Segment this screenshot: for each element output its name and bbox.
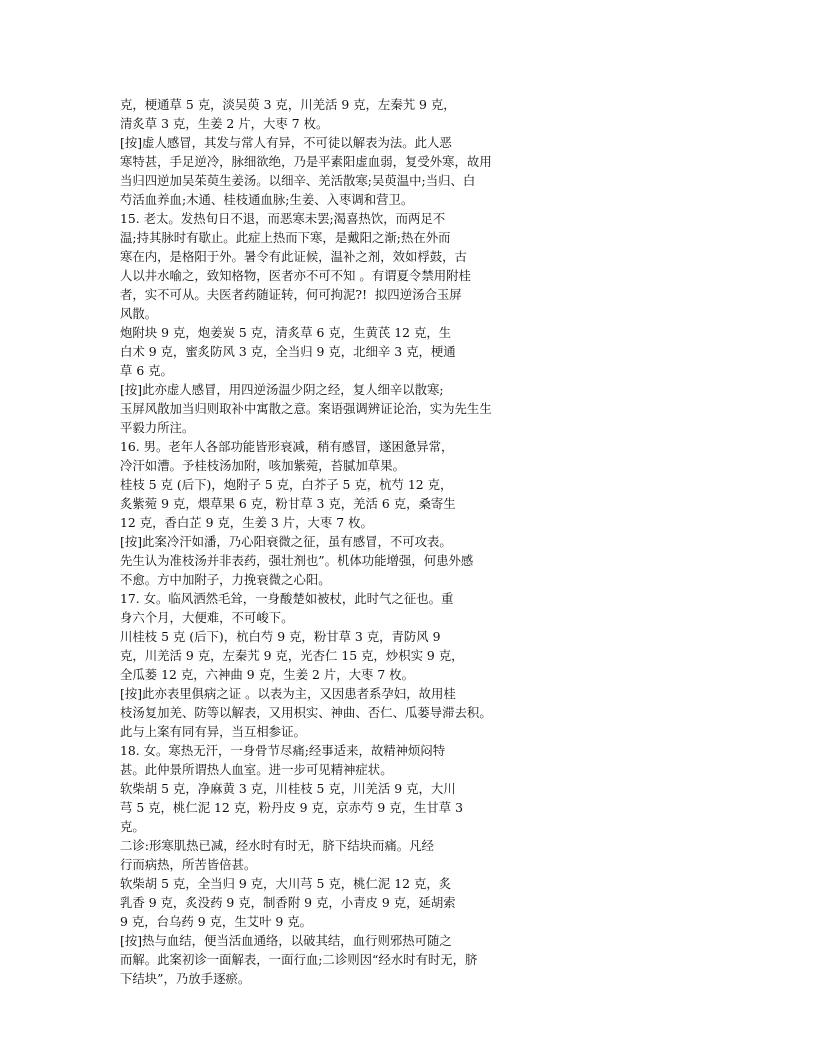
text-line: 寒特甚，手足逆冷，脉细欲绝，乃是平素阳虚血弱，复受外寒，故用 (120, 154, 492, 169)
text-line: 软柴胡 5 克，全当归 9 克，大川芎 5 克，桃仁泥 12 克，炙 (120, 876, 452, 891)
text-line: 全瓜蒌 12 克，六神曲 9 克，生姜 2 片，大枣 7 枚。 (120, 667, 414, 682)
document-page (120, 95, 760, 988)
text-line: 身六个月，大便难，不可峻下。 (120, 610, 294, 625)
text-line: 12 克，香白芷 9 克，生姜 3 片，大枣 7 枚。 (120, 515, 373, 530)
text-line: 克。 (120, 819, 145, 834)
text-line: 15. 老太。发热旬日不退，而恶寒未罢;渴喜热饮，而两足不 (120, 211, 446, 226)
text-line: 清炙草 3 克，生姜 2 片，大枣 7 枚。 (120, 116, 329, 131)
text-line: 温;持其脉时有歇止。此症上热而下寒，是戴阳之渐;热在外而 (120, 230, 451, 245)
text-line: 川桂枝 5 克 (后下)，杭白芍 9 克，粉甘草 3 克，青防风 9 (120, 629, 441, 644)
text-line: 二诊:形寒肌热已减，经水时有时无，脐下结块而痛。凡经 (120, 838, 434, 853)
text-line: [按]此亦虚人感冒，用四逆汤温少阴之经，复人细辛以散寒; (120, 382, 444, 397)
text-line: 克，川羌活 9 克，左秦艽 9 克，光杏仁 15 克，炒枳实 9 克， (120, 648, 464, 663)
text-line: 9 克，台乌药 9 克，生艾叶 9 克。 (120, 914, 313, 929)
text-line: [按]此亦表里俱病之证 。以表为主，又因患者系孕妇，故用桂 (120, 686, 456, 701)
text-line: 草 6 克。 (120, 363, 173, 378)
text-line: 甚。此仲景所谓热人血室。进一步可见精神症状。 (120, 762, 393, 777)
text-line: 不愈。方中加附子，力挽衰微之心阳。 (120, 572, 331, 587)
text-line: 冷汗如漕。予桂枝汤加附，咳加紫菀，苔腻加草果。 (120, 458, 405, 473)
text-line: 者，实不可从。夫医者药随证转，何可拘泥?! 拟四逆汤合玉屏 (120, 287, 462, 302)
text-line: 炮附块 9 克，炮姜炭 5 克，清炙草 6 克，生黄芪 12 克，生 (120, 325, 452, 340)
text-line: 人以井水喻之，致知格物，医者亦不可不知 。有谓夏令禁用附桂 (120, 268, 471, 283)
text-line: 16. 男。老年人各部功能皆形衰减，稍有感冒，遂困惫异常， (120, 439, 454, 454)
text-line: 此与上案有同有异，当互相参证。 (120, 724, 306, 739)
text-line: 乳香 9 克，炙没药 9 克，制香附 9 克，小青皮 9 克，延胡索 (120, 895, 456, 910)
text-line: 先生认为准枝汤并非表药，强壮剂也”。机体功能增强，何患外感 (120, 553, 474, 568)
text-line: 芎 5 克，桃仁泥 12 克，粉丹皮 9 克，京赤芍 9 克，生甘草 3 (120, 800, 463, 815)
text-line: 炙紫菀 9 克，煨草果 6 克，粉甘草 3 克，羌活 6 克，桑寄生 (120, 496, 456, 511)
text-line: 白术 9 克，蜜炙防风 3 克，全当归 9 克，北细辛 3 克，梗通 (120, 344, 456, 359)
text-line: 而解。此案初诊一面解表，一面行血;二诊则因“经水时有时无，脐 (120, 952, 478, 967)
text-line: 芍活血养血;木通、桂枝通血脉;生姜、入枣调和营卫。 (120, 192, 414, 207)
text-line: 桂枝 5 克 (后下)，炮附子 5 克，白芥子 5 克，杭芍 12 克， (120, 477, 453, 492)
text-line: 克，梗通草 5 克，淡吴萸 3 克，川羌活 9 克，左秦艽 9 克， (120, 97, 456, 112)
text-line: 寒在内，是格阳于外。暑令有此证候，温补之剂，效如桴鼓，古 (120, 249, 467, 264)
text-line: 下结块”，乃放手逐瘀。 (120, 971, 251, 986)
text-line: [按]此案冷汗如潘，乃心阳衰微之征，虽有感冒，不可攻表。 (120, 534, 452, 549)
text-line: 17. 女。临风洒然毛耸，一身酸楚如被杖，此时气之征也。重 (120, 591, 454, 606)
text-line: 玉屏风散加当归则取补中寓散之意。案语强调辨证论治，实为先生生 (120, 401, 492, 416)
text-line: 风散。 (120, 306, 158, 321)
text-line: 当归四逆加吴茱萸生姜汤。以细辛、羌活散寒;吴萸温中;当归、白 (120, 173, 476, 188)
text-line: [按]热与血结，便当活血通络，以破其结，血行则邪热可随之 (120, 933, 452, 948)
text-line: 18. 女。寒热无汗，一身骨节尽痛;经事适来，故精神烦闷特 (120, 743, 446, 758)
text-line: 软柴胡 5 克，净麻黄 3 克，川桂枝 5 克，川羌活 9 克，大川 (120, 781, 456, 796)
text-line: 枝汤复加羌、防等以解表，又用枳实、神曲、否仁、瓜蒌导滞去积。 (120, 705, 492, 720)
text-line: 行而病热，所苦皆倍甚。 (120, 857, 257, 872)
text-line: [按]虚人感冒，其发与常人有异，不可徒以解表为法。此人恶 (120, 135, 452, 150)
text-line: 平毅力所注。 (120, 420, 195, 435)
